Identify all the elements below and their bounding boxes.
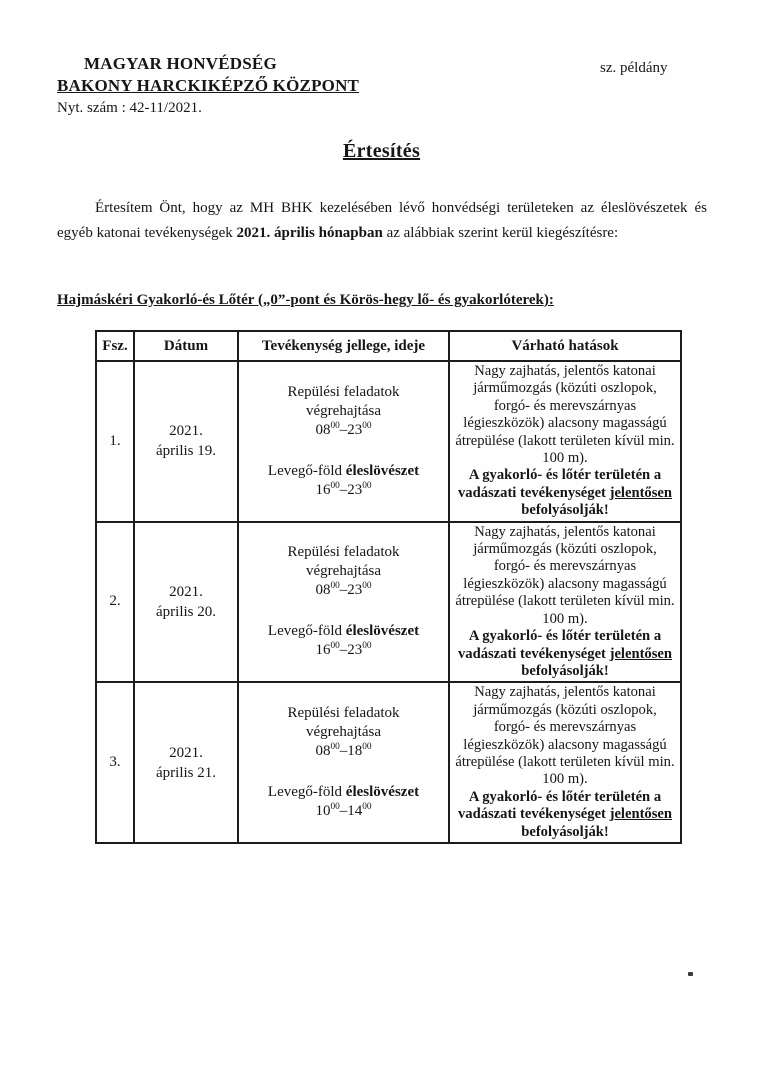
document-header: [57, 54, 709, 117]
effects-underlined-word: jelentősen: [609, 806, 672, 823]
activity-flight-block: [243, 543, 444, 600]
col-header-tevekenyseg: Tevékenység jellege, ideje: [238, 331, 449, 361]
schedule-table: [95, 330, 682, 844]
effects-warning-text: A gyakorló- és lőtér területén a vadászati tevékenységet jelentősen befolyásolják!: [457, 467, 672, 519]
effects-cell: [449, 361, 681, 522]
table-row: [96, 361, 681, 522]
org-name-line2: BAKONY HARCKIKÉPZŐ KÖZPONT: [57, 76, 360, 95]
activity-flight-time: $08^{00}-18^{00}$: [315, 742, 372, 760]
col-header-fsz: Fsz.: [96, 331, 134, 361]
effects-normal-text: Nagy zajhatás, jelentős katonai járműmozgás (közúti oszlopok, forgó- és merevszárnyas légieszközök) alacsony magasságú átrepülése (lakott területen kívül min. 100 m).: [455, 523, 675, 627]
date-year: 2021.: [169, 423, 203, 440]
row-number-cell: 2.: [96, 522, 134, 683]
activity-cell: [238, 682, 449, 843]
activity-fire-block: [243, 622, 444, 660]
date-year: 2021.: [169, 744, 203, 761]
date-cell: [134, 522, 238, 683]
activity-cell: [238, 361, 449, 522]
col-header-datum: Dátum: [134, 331, 238, 361]
activity-flight-line2: végrehajtása: [306, 724, 381, 741]
row-number-cell: 1.: [96, 361, 134, 522]
col-header-varhato: Várható hatások: [449, 331, 681, 361]
scan-artifact-speck: [688, 972, 693, 976]
registry-number: Nyt. szám : 42-11/2021.: [57, 100, 202, 116]
activity-fire-bold: éleslövészet: [345, 623, 420, 640]
activity-fire-time: $16^{00}-23^{00}$: [315, 641, 372, 659]
copy-number-note: sz. példány: [600, 60, 668, 76]
activity-fire-time: $16^{00}-23^{00}$: [315, 480, 372, 498]
activity-fire-block: [243, 462, 444, 500]
intro-text-part2: az alábbiak szerint kerül kiegészítésre:: [382, 225, 619, 241]
activity-flight-block: [243, 704, 444, 761]
effects-underlined-word: jelentősen: [609, 484, 672, 501]
org-name-line1: MAGYAR HONVÉDSÉG: [84, 54, 277, 73]
activity-fire-bold: éleslövészet: [345, 462, 420, 479]
table-row: [96, 682, 681, 843]
activity-fire-line: Levegő-föld éleslövészet: [267, 784, 420, 801]
table-row: [96, 522, 681, 683]
activity-flight-line1: Repülési feladatok: [287, 383, 400, 400]
effects-warning-text: A gyakorló- és lőtér területén a vadászati tevékenységet jelentősen befolyásolják!: [457, 788, 672, 840]
activity-fire-line: Levegő-föld éleslövészet: [267, 462, 420, 479]
document-title: Értesítés: [342, 140, 421, 162]
activity-flight-line2: végrehajtása: [306, 402, 381, 419]
row-number-cell: 3.: [96, 682, 134, 843]
effects-cell: [449, 522, 681, 683]
date-year: 2021.: [169, 583, 203, 600]
effects-warning-text: A gyakorló- és lőtér területén a vadászati tevékenységet jelentősen befolyásolják!: [457, 628, 672, 679]
date-day: április 21.: [156, 764, 216, 781]
effects-normal-text: Nagy zajhatás, jelentős katonai járműmozgás (közúti oszlopok, forgó- és merevszárnyas légieszközök) alacsony magasságú átrepülése (lakott területen kívül min. 100 m).: [455, 363, 675, 467]
effects-normal-text: Nagy zajhatás, jelentős katonai járműmozgás (közúti oszlopok, forgó- és merevszárnyas légieszközök) alacsony magasságú átrepülése (lakott területen kívül min. 100 m).: [455, 684, 675, 788]
activity-flight-line1: Repülési feladatok: [287, 544, 400, 561]
activity-flight-block: [243, 383, 444, 440]
activity-fire-block: [243, 783, 444, 821]
intro-text-bold-month: 2021. április hónapban: [236, 225, 383, 241]
activity-flight-line2: végrehajtása: [306, 563, 381, 580]
table-header-row: [96, 331, 681, 361]
activity-fire-line: Levegő-föld éleslövészet: [267, 623, 420, 640]
section-heading: Hajmáskéri Gyakorló-és Lőtér („0”-pont és Körös-hegy lő- és gyakorlóterek):: [57, 292, 554, 308]
intro-paragraph: [57, 196, 707, 246]
activity-flight-line1: Repülési feladatok: [287, 705, 400, 722]
effects-cell: [449, 682, 681, 843]
activity-fire-time: $10^{00}-14^{00}$: [315, 802, 372, 820]
intro-text-part1: Értesítem Önt, hogy az MH BHK kezelésében lévő honvédségi területeken az éleslövészetek és egyéb katonai tevékenységek: [57, 200, 707, 241]
date-day: április 20.: [156, 603, 216, 620]
date-cell: [134, 682, 238, 843]
date-day: április 19.: [156, 443, 216, 460]
activity-cell: [238, 522, 449, 683]
document-title-wrap: [0, 140, 763, 163]
effects-underlined-word: jelentősen: [609, 645, 672, 662]
activity-flight-time: $08^{00}-23^{00}$: [315, 581, 372, 599]
date-cell: [134, 361, 238, 522]
activity-flight-time: $08^{00}-23^{00}$: [315, 420, 372, 438]
activity-fire-bold: éleslövészet: [345, 784, 420, 801]
